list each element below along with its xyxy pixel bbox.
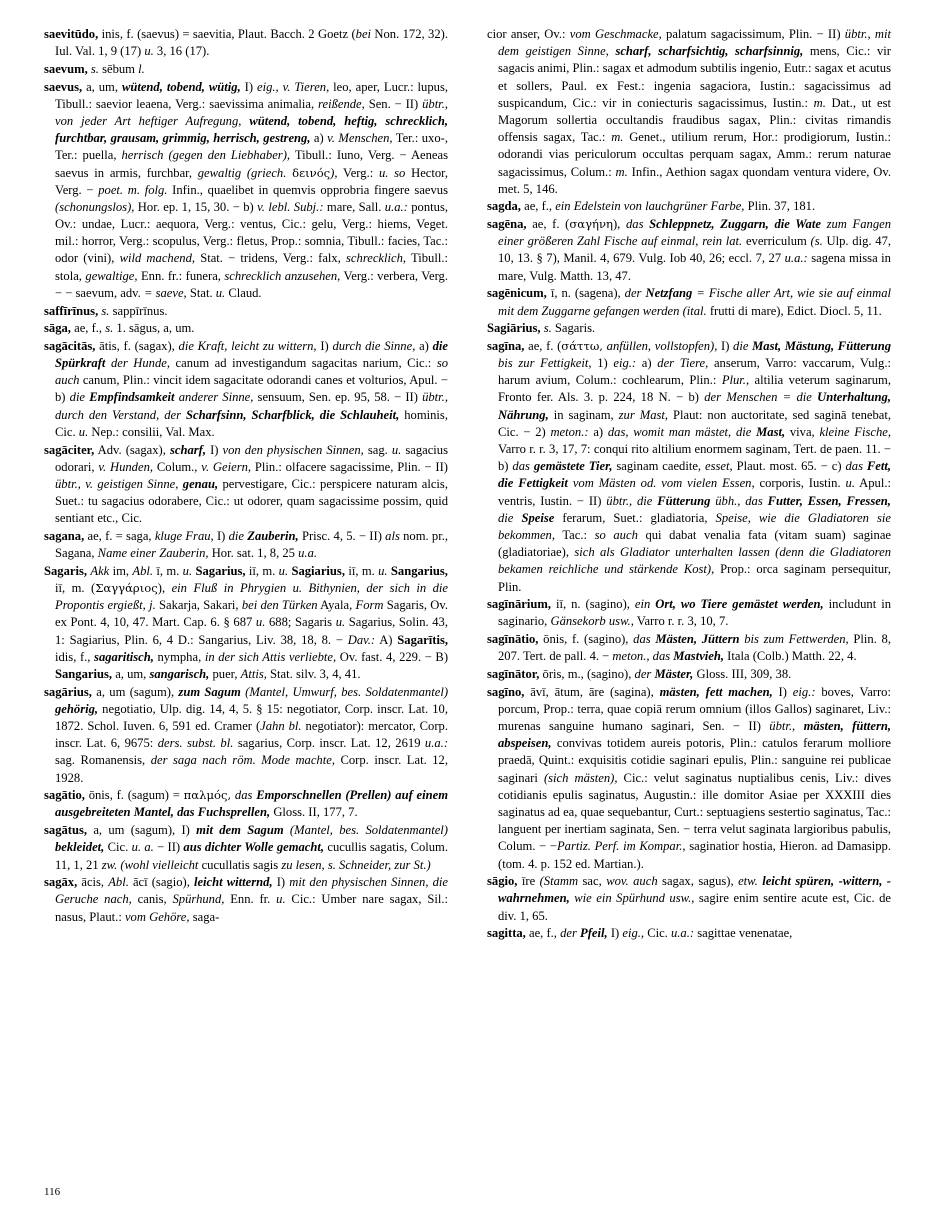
dictionary-entry: sagīno, āvī, ātum, āre (sagina), mästen, fett machen, I) eig.: boves, Varro: porcum, Prop.: terra, quae copiā rerum omnium (illos Gallos) saginaret, Liv.: murenas sanguine humano saginari, Sen. − II) übtr., mästen, füttern, abspeisen, convivas totidem aureis potoris, Plin.: catulos ferarum molliore praedā, Quint.: exquisitis cotidie saginari epulis, Plin.: sanguine rei publicae saginari (sich mästen), Cic.: velut saginatus nuptialibus cenis, Liv.: dives cotidianis epulis saginatus, Augustin.: ille domitor Asiae per XXXIII dies saginatus ad ea, quae sequebantur, Curt.: septuagiens sestertio saginatus, Tac.: languent per inertiam saginata, Sen. − terra velut saginata largioribus pabulis, Colum. − −Partiz. Perf. im Kompar., saginatior hostia, Hieron. ad Damasipp. (tom. 4. p. 152 ed. Martian.). [487, 684, 892, 871]
dictionary-entry: sagda, ae, f., ein Edelstein von lauchgrüner Farbe, Plin. 37, 181. [487, 199, 816, 214]
dictionary-entry: sagīnātor, ōris, m., (sagino), der Mäster, Gloss. III, 309, 38. [487, 666, 792, 681]
page-number: 116 [44, 1186, 61, 1198]
column-left [44, 26, 467, 1154]
dictionary-entry: sagātus, a, um (sagum), I) mit dem Sagum (Mantel, bes. Soldatenmantel) bekleidet, Cic. u. a. − II) aus dichter Wolle gemacht, cucullis sagatis, Colum. 11, 1, 21 zw. (wohl vielleicht cucullatis sagis zu lesen, s. Schneider, zur St.) [44, 823, 449, 872]
dictionary-entry: sagācitās, ātis, f. (sagax), die Kraft, leicht zu wittern, I) durch die Sinne, a) die Spürkraft der Hunde, canum ad investigandum sagacitas narium, Cic.: so auch canum, Plin.: vincit idem sagacitate odorandi canes et volturios, Apul. − b) die Empfindsamkeit anderer Sinne, sensuum, Sen. ep. 95, 58. − II) übtr., durch den Verstand, der Scharfsinn, Scharfblick, die Schlauheit, hominis, Cic. u. Nep.: consilii, Val. Max. [44, 338, 449, 439]
dictionary-entry: sagāx, ācis, Abl. ācī (sagio), leicht witternd, I) mit den physischen Sinnen, die Geruche nach, canis, Spürhund, Enn. fr. u. Cic.: Umber nare sagax, Sil.: nasus, Plaut.: vom Gehöre, saga- [44, 875, 448, 924]
dictionary-entry: sagīna, ae, f. (σάττω, anfüllen, vollstopfen), I) die Mast, Mästung, Fütterung bis zur Fettigkeit, 1) eig.: a) der Tiere, anserum, Varro: vaccarum, Vulg.: harum avium, Colum.: cochlearum, Plin.: Plur., altilia veterum saginarum, Fronto fer. Als. 3. p. 224, 18 N. − b) der Menschen = die Unterhaltung, Nährung, in saginam, zur Mast, Plaut: non auctoritate, sed saginā tenebat, Cic. − 2) meton.: a) das, womit man mästet, die Mast, viva, kleine Fische, Varro r. r. 3, 17, 7: conqui rito altilium enormem saginam, Tert. de paen. 11. − b) das gemästete Tier, saginam caedite, esset, Plaut. most. 65. − c) das Fett, die Fettigkeit vom Mästen od. vom vielen Essen, corporis, Iustin. u. Apul.: ventris, Iustin. − II) übtr., die Fütterung übh., das Futter, Essen, Fressen, die Speise ferarum, Suet.: gladiatoria, Speise, wie die Gladiatoren sie bekommen, Tac.: so auch qui dabat venalia fata (vitam suam) saginae (gladiatoriae), sich als Gladiator unterhalten lassen (denn die Gladiatoren bekamen reichliche und stärkende Kost), Prop.: orca saginam persequitur, Plin. [487, 338, 892, 594]
dictionary-entry: saffīrīnus, s. sappīrīnus. [44, 303, 168, 318]
dictionary-entry: saevitūdo, inis, f. (saevus) = saevitia, Plaut. Bacch. 2 Goetz (bei Non. 172, 32). Iul. Val. 1, 9 (17) u. 3, 16 (17). [44, 27, 448, 59]
dictionary-entry: sagana, ae, f. = saga, kluge Frau, I) die Zauberin, Prisc. 4, 5. − II) als nom. pr., Sagana, Name einer Zauberin, Hor. sat. 1, 8, 25 u.a. [44, 528, 448, 561]
dictionary-entry: sagēnicum, ī, n. (sagena), der Netzfang = Fische aller Art, wie sie auf einmal mit dem Zuggarne gefangen werden (ital. frutti di mare), Edict. Diocl. 5, 11. [487, 286, 891, 318]
two-column-layout [44, 26, 891, 1154]
dictionary-entry: saevus, a, um, wütend, tobend, wütig, I) eig., v. Tieren, leo, aper, Lucr.: lupus, Tibull.: saevior leaena, Verg.: saevissima animalia, reißende, Sen. − II) übtr., von jeder Art heftiger Aufregung, wütend, tobend, heftig, schrecklich, furchtbar, grausam, grimmig, herrisch, gestreng, a) v. Menschen, Ter.: uxo-, Ter.: puella, herrisch (gegen den Liebhaber), Tibull.: Iuno, Verg. − Aeneas saevus in armis, furchbar, gewaltig (griech. δεινός), Verg.: u. so Hector, Verg. − poet. m. folg. Infin., quaelibet in quemvis opprobria fingere saevus (schonungslos), Hor. ep. 1, 15, 30. − b) v. lebl. Subj.: mare, Sall. u.a.: pontus, Ov.: undae, Lucr.: aequora, Verg.: ventus, Cic.: gelu, Verg.: hiems, Veget. mil.: horror, Verg.: scopulus, Verg.: fletus, Prop.: somnia, Tibull.: facies, Tac.: odor (vini), wild machend, Stat. − tridens, Verg.: falx, schrecklich, Tibull.: stola, gewaltige, Enn. fr.: funera, schrecklich anzusehen, Verg.: verbera, Verg. − − saevum, adv. = saeve, Stat. u. Claud. [44, 79, 449, 300]
dictionary-entry: sagāciter, Adv. (sagax), scharf, I) von den physischen Sinnen, sag. u. sagacius odorari, v. Hunden, Colum., v. Geiern, Plin.: olfacere sagacissime, Plin. − II) übtr., v. geistigen Sinne, genau, pervestigare, Cic.: perspicere naturam alcis, Suet.: tu sagacius odorabere, Cic.: ut odorer, quam sagacissime possim, quid sentiant etc., Cic. [44, 442, 449, 526]
dictionary-entry: cior anser, Ov.: vom Geschmacke, palatum sagacissimum, Plin. − II) übtr., mit dem geistigen Sinne, scharf, scharfsichtig, scharfsinnig, mens, Cic.: vir sagacis animi, Plin.: sagax et admodum subtilis ingenio, Eutr.: sagax et acutus et sollers, Paul. ex Fest.: ingenia sagaciora, Iustin.: sagacissimus ad suspicandum, Cic.: vir in coniecturis sagacissimus, Iustin.: m. Dat., ut est Magorum sollertia occultandis fraudibus sagax, Plin.: civitas rimandis offensis sagax, Tac.: m. Genet., utilium rerum, Hor.: prodigiorum, Iustin.: odorandi vias periculorum occultas perquam sagax, Amm.: rerum naturae sagacissimus, Colum.: m. Infin., Aethion sagax quondam ventura videre, Ov. met. 5, 146. [487, 27, 891, 196]
dictionary-entry: sāga, ae, f., s. 1. sāgus, a, um. [44, 321, 195, 336]
dictionary-entry: Sagiārius, s. Sagaris. [487, 321, 596, 336]
column-right [467, 26, 891, 1154]
dictionary-entry: sagārius, a, um (sagum), zum Sagum (Mantel, Umwurf, bes. Soldatenmantel) gehörig, negotiatio, Ulp. dig. 14, 4, 5. § 15: negotiator, Corp. inscr. Lat. 10, 1872. Schol. Iuven. 6, 591 ed. Cramer (Jahn bl. negotiator): mercator, Corp. inscr. Lat. 6, 9675: ders. subst. bl. sagarius, Corp. inscr. Lat. 12, 2619 u.a.: sag. Romanensis, der saga nach röm. Mode machte, Corp. inscr. Lat. 12, 1928. [44, 684, 449, 785]
dictionary-entry: saevum, s. sēbum l. [44, 61, 145, 76]
dictionary-entry: sagīnārium, iī, n. (sagino), ein Ort, wo Tiere gemästet werden, includunt in saginario, Gänsekorb usw., Varro r. r. 3, 10, 7. [487, 597, 891, 629]
dictionary-entry: sāgio, īre (Stamm sac, wov. auch sagax, sagus), etw. leicht spüren, -wittern, -wahrnehmen, wie ein Spürhund usw., sagire enim sentire acute est, Cic. de div. 1, 65. [487, 874, 891, 923]
dictionary-entry: sagātio, ōnis, f. (sagum) = παλμός, das Emporschnellen (Prellen) auf einem ausgebreiteten Mantel, das Fuchsprellen, Gloss. II, 177, 7. [44, 788, 449, 820]
dictionary-entry: sagēna, ae, f. (σαγήνη), das Schleppnetz, Zuggarn, die Wate zum Fangen einer größeren Zahl Fische auf einmal, rein lat. everriculum (s. Ulp. dig. 47, 10, 13. § 7), Manil. 4, 679. Vulg. Iob 40, 26; eccl. 7, 27 u.a.: sagena missa in mare, Vulg. Matth. 13, 47. [487, 217, 892, 283]
dictionary-entry: sagīnātio, ōnis, f. (sagino), das Mästen, Jüttern bis zum Fettwerden, Plin. 8, 207. Tert. de pall. 4. − meton., das Mastvieh, Itala (Colb.) Matth. 22, 4. [487, 632, 891, 664]
dictionary-entry: sagitta, ae, f., der Pfeil, I) eig., Cic. u.a.: sagittae venenatae, [487, 926, 793, 941]
dictionary-entry: Sagaris, Akk im, Abl. ī, m. u. Sagarius, iī, m. u. Sagiarius, iī, m. u. Sangarius, iī, m. (Σαγγάριος), ein Fluß in Phrygien u. Bithynien, der sich in die Propontis ergießt, j. Sakarja, Sakari, bei den Türken Ayala, Form Sagaris, Ov. ex Pont. 4, 10, 47. Mart. Cap. 6. § 687 u. 688; Sagaris u. Sagarius, Solin. 43, 1: Sagiarius, Plin. 6, 4 D.: Sangarius, Liv. 38, 18, 8. − Dav.: A) Sagarītis, idis, f., sagaritisch, nympha, in der sich Attis verliebte, Ov. fast. 4, 229. − B) Sangarius, a, um, sangarisch, puer, Attis, Stat. silv. 3, 4, 41. [44, 563, 449, 681]
